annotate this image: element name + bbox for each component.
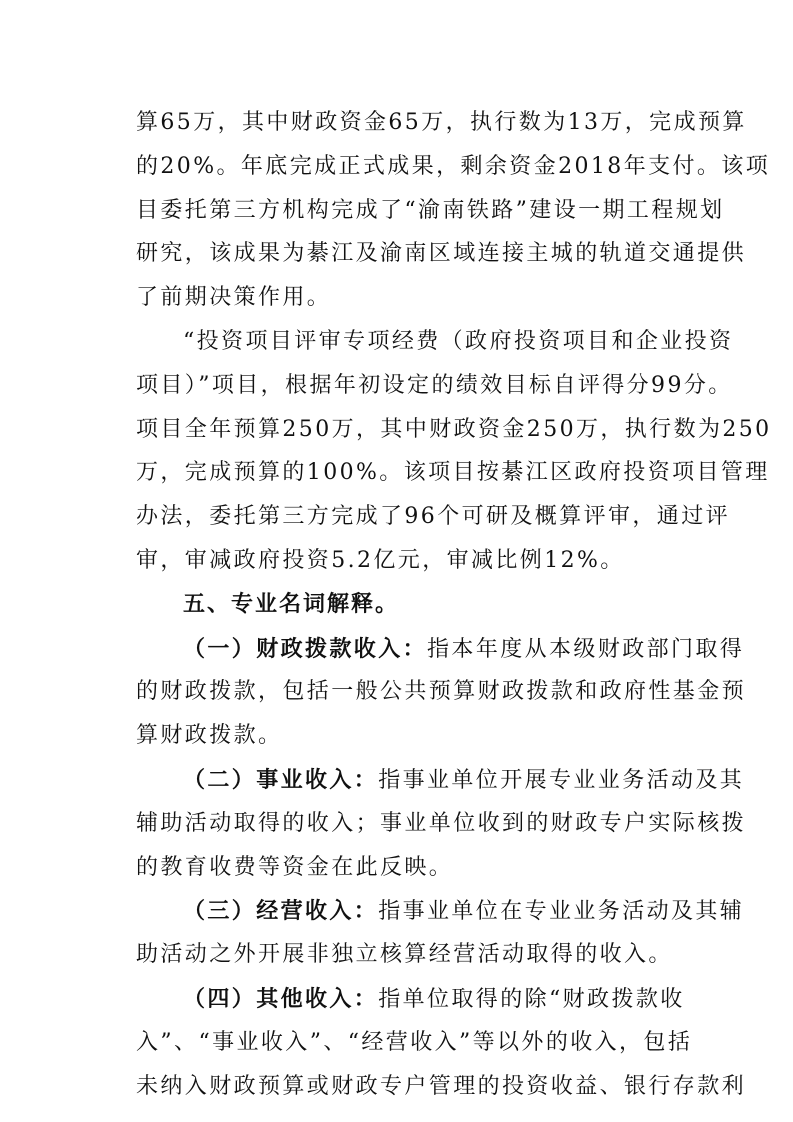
paragraph-line: 算65万，其中财政资金65万，执行数为13万，完成预算 <box>136 110 747 135</box>
paragraph-line: 研究，该成果为綦江及渝南区域连接主城的轨道交通提供 <box>136 241 747 267</box>
paragraph-line: 的财政拨款，包括一般公共预算财政拨款和政府性基金预 <box>136 679 747 705</box>
term-paragraph <box>183 765 744 795</box>
paragraph-line: 项目）”项目，根据年初设定的绩效目标自评得分99分。 <box>136 372 733 398</box>
term-definition: 指事业单位在专业业务活动及其辅 <box>378 899 745 925</box>
paragraph-line: 目委托第三方机构完成了“渝南铁路”建设一期工程规划 <box>136 197 725 223</box>
paragraph-line: 项目全年预算250万，其中财政资金250万，执行数为250 <box>136 416 772 442</box>
section-heading: 五、专业名词解释。 <box>183 591 400 617</box>
paragraph-line: 审，审减政府投资5.2亿元，审减比例12%。 <box>136 548 625 573</box>
term-paragraph <box>183 634 744 664</box>
term-paragraph <box>183 984 685 1014</box>
term-label: （三）经营收入： <box>183 898 379 925</box>
paragraph-line: 办法，委托第三方完成了96个可研及概算评审，通过评 <box>136 504 730 530</box>
paragraph-line: 辅助活动取得的收入；事业单位收到的财政专户实际核拨 <box>136 810 747 836</box>
paragraph-line: “投资项目评审专项经费（政府投资项目和企业投资 <box>183 329 734 354</box>
paragraph-line: 的20%。年底完成正式成果，剩余资金2018年支付。该项 <box>136 153 771 179</box>
term-label: （一）财政拨款收入： <box>183 635 428 662</box>
paragraph-line: 未纳入财政预算或财政专户管理的投资收益、银行存款利 <box>136 1073 747 1099</box>
paragraph-line: 万，完成预算的100%。该项目按綦江区政府投资项目管理 <box>136 460 770 486</box>
term-label: （二）事业收入： <box>183 767 379 793</box>
paragraph-line: 算财政拨款。 <box>136 723 283 749</box>
term-definition: 指单位取得的除“财政拨款收 <box>378 987 685 1012</box>
term-definition: 指本年度从本级财政部门取得 <box>427 636 745 662</box>
term-label: （四）其他收入： <box>183 986 379 1012</box>
paragraph-line: 的教育收费等资金在此反映。 <box>136 854 454 880</box>
paragraph-line: 入”、“事业收入”、“经营收入”等以外的收入，包括 <box>136 1029 693 1055</box>
paragraph-line: 了前期决策作用。 <box>136 285 332 311</box>
term-definition: 指事业单位开展专业业务活动及其 <box>378 768 745 793</box>
term-paragraph <box>183 896 744 926</box>
paragraph-line: 助活动之外开展非独立核算经营活动取得的收入。 <box>136 942 673 968</box>
